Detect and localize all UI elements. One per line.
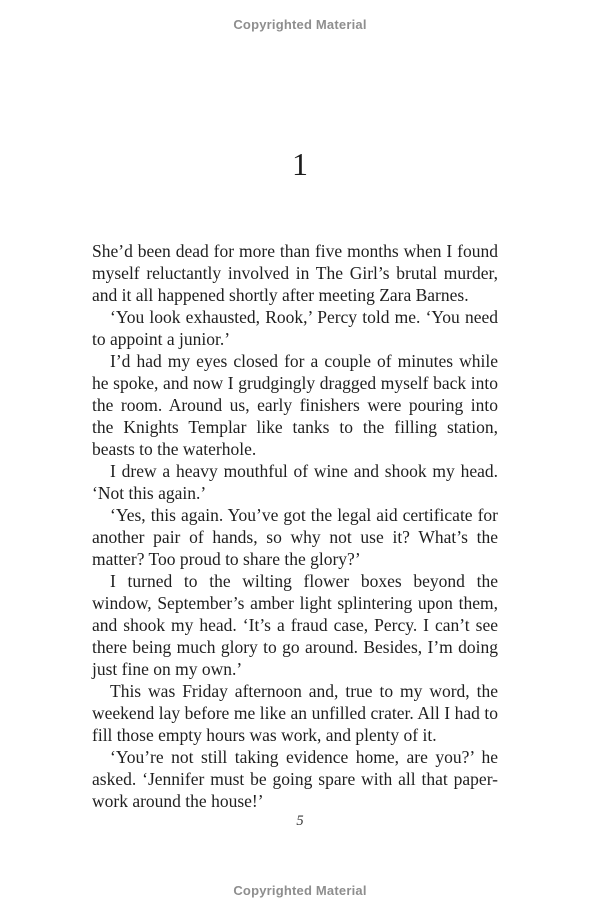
paragraph: ‘You’re not still taking evidence home, are you?’ he asked. ‘Jennifer must be going spare with all that paper-work around the house!’ — [92, 747, 498, 811]
paragraph: She’d been dead for more than five months when I found myself reluctantly involved in The Girl’s brutal murder, and it all happened shortly after meeting Zara Barnes. — [92, 241, 498, 305]
paragraph: I’d had my eyes closed for a couple of minutes while he spoke, and now I grudgingly dragged myself back into the room. Around us, early finishers were pouring into the Knights Templar like tanks to the filling station, beasts to the waterhole. — [92, 351, 498, 459]
copyright-notice-top: Copyrighted Material — [233, 17, 367, 32]
paragraph: This was Friday afternoon and, true to my word, the weekend lay before me like an unfilled crater. All I had to fill those empty hours was work, and plenty of it. — [92, 681, 498, 745]
page-number: 5 — [296, 813, 304, 829]
body-text-block — [92, 240, 498, 812]
chapter-number: 1 — [292, 146, 308, 182]
paragraph: I turned to the wilting flower boxes beyond the window, September’s amber light splintering upon them, and shook my head. ‘It’s a fraud case, Percy. I can’t see there being much glory to go around. Besides, I’m doing just fine on my own.’ — [92, 571, 498, 679]
copyright-notice-bottom: Copyrighted Material — [233, 883, 367, 898]
paragraph: ‘Yes, this again. You’ve got the legal aid certificate for another pair of hands, so why not use it? What’s the matter? Too proud to share the glory?’ — [92, 505, 498, 569]
paragraph: I drew a heavy mouthful of wine and shook my head. ‘Not this again.’ — [92, 461, 498, 503]
paragraph: ‘You look exhausted, Rook,’ Percy told me. ‘You need to appoint a junior.’ — [92, 307, 498, 349]
